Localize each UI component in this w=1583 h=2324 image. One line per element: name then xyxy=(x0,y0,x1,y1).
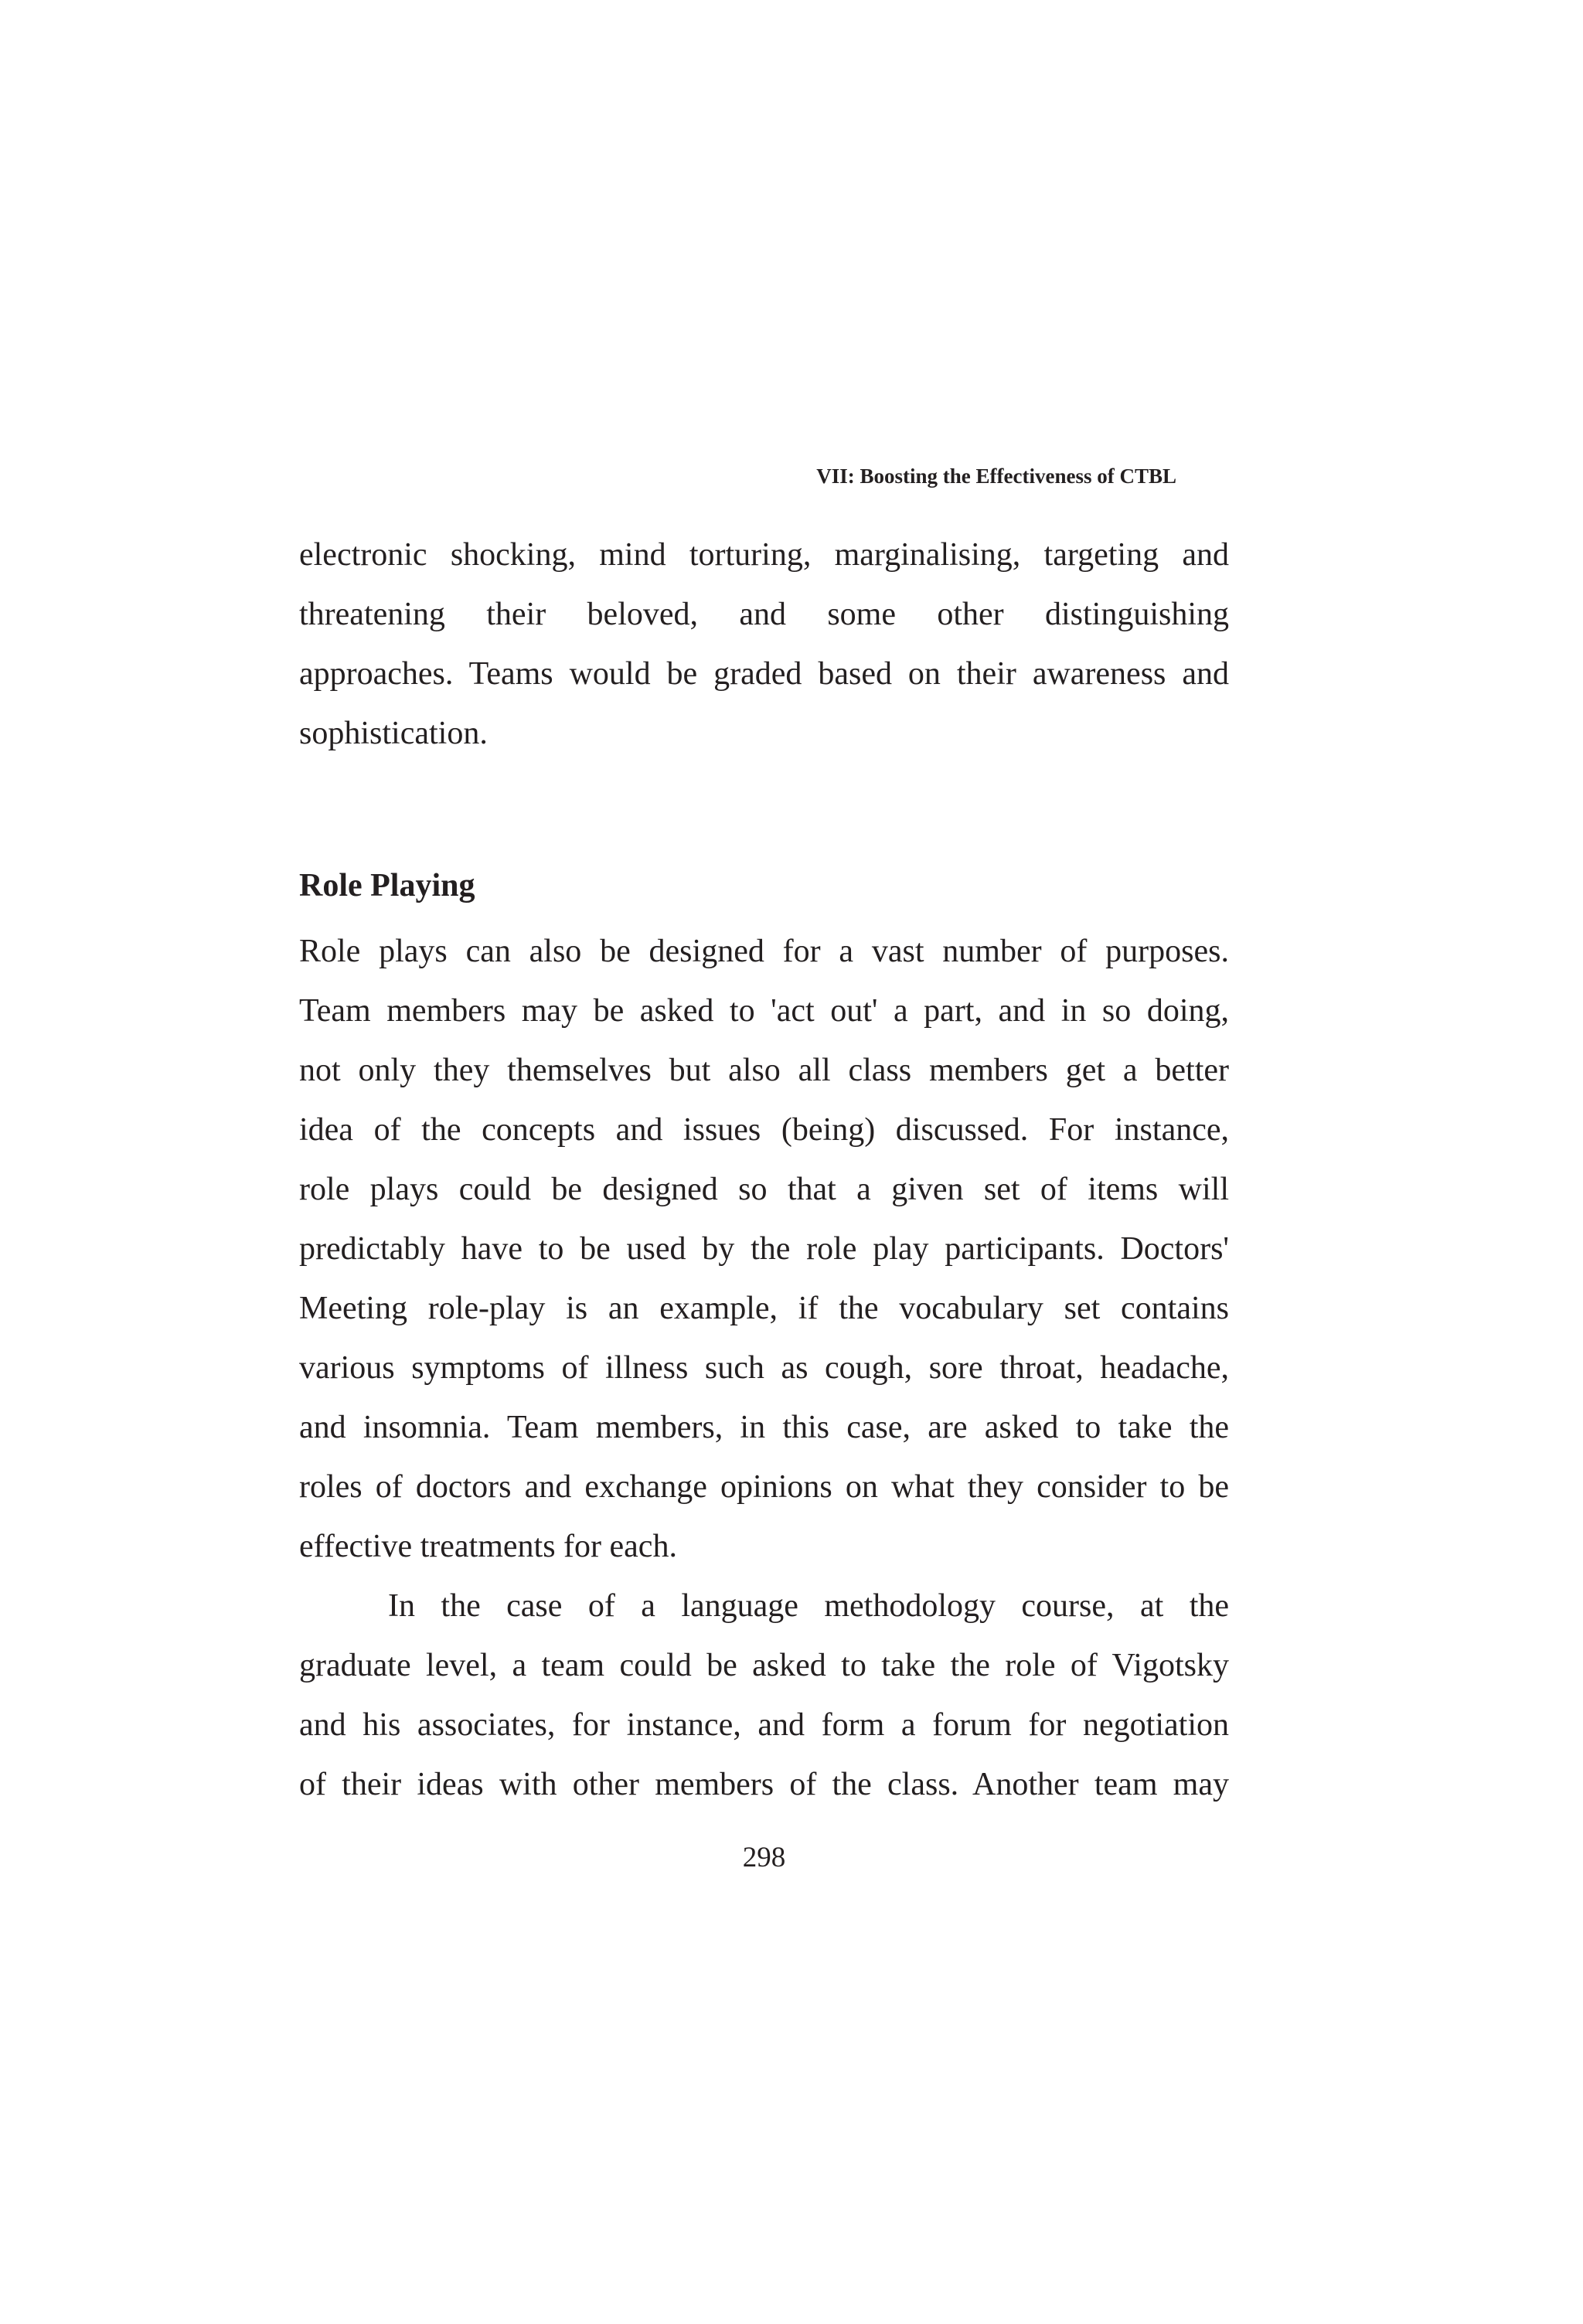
text-line: roles of doctors and exchange opinions on what they consider to be xyxy=(299,1469,1229,1505)
text-line: sophistication. xyxy=(299,716,488,751)
page-number: 298 xyxy=(742,1842,786,1873)
text-line: and his associates, for instance, and form a forum for negotiation xyxy=(299,1707,1229,1743)
text-line: role plays could be designed so that a given set of items will xyxy=(299,1172,1229,1207)
running-header: VII: Boosting the Effectiveness of CTBL xyxy=(816,464,1176,488)
text-line: Role plays can also be designed for a vast number of purposes. xyxy=(299,934,1229,969)
text-line: various symptoms of illness such as cough, sore throat, headache, xyxy=(299,1350,1229,1386)
section-body xyxy=(299,922,1229,1815)
text-line: of their ideas with other members of the class. Another team may xyxy=(299,1767,1229,1802)
text-line-indented: In the case of a language methodology course, at the xyxy=(388,1588,1229,1624)
text-line: electronic shocking, mind torturing, marginalising, targeting and xyxy=(299,537,1229,573)
text-line: predictably have to be used by the role play participants. Doctors' xyxy=(299,1231,1229,1267)
text-line: graduate level, a team could be asked to take the role of Vigotsky xyxy=(299,1648,1229,1683)
text-line: not only they themselves but also all class members get a better xyxy=(299,1053,1229,1088)
text-line: Team members may be asked to 'act out' a part, and in so doing, xyxy=(299,993,1229,1029)
text-line: Meeting role-play is an example, if the vocabulary set contains xyxy=(299,1291,1229,1326)
text-line: and insomnia. Team members, in this case, are asked to take the xyxy=(299,1410,1229,1445)
text-line: idea of the concepts and issues (being) discussed. For instance, xyxy=(299,1112,1229,1148)
text-line: threatening their beloved, and some other distinguishing xyxy=(299,597,1229,632)
text-line: approaches. Teams would be graded based on their awareness and xyxy=(299,656,1229,692)
section-heading: Role Playing xyxy=(299,868,475,903)
text-line: effective treatments for each. xyxy=(299,1529,677,1564)
paragraph-continued xyxy=(299,526,1229,764)
